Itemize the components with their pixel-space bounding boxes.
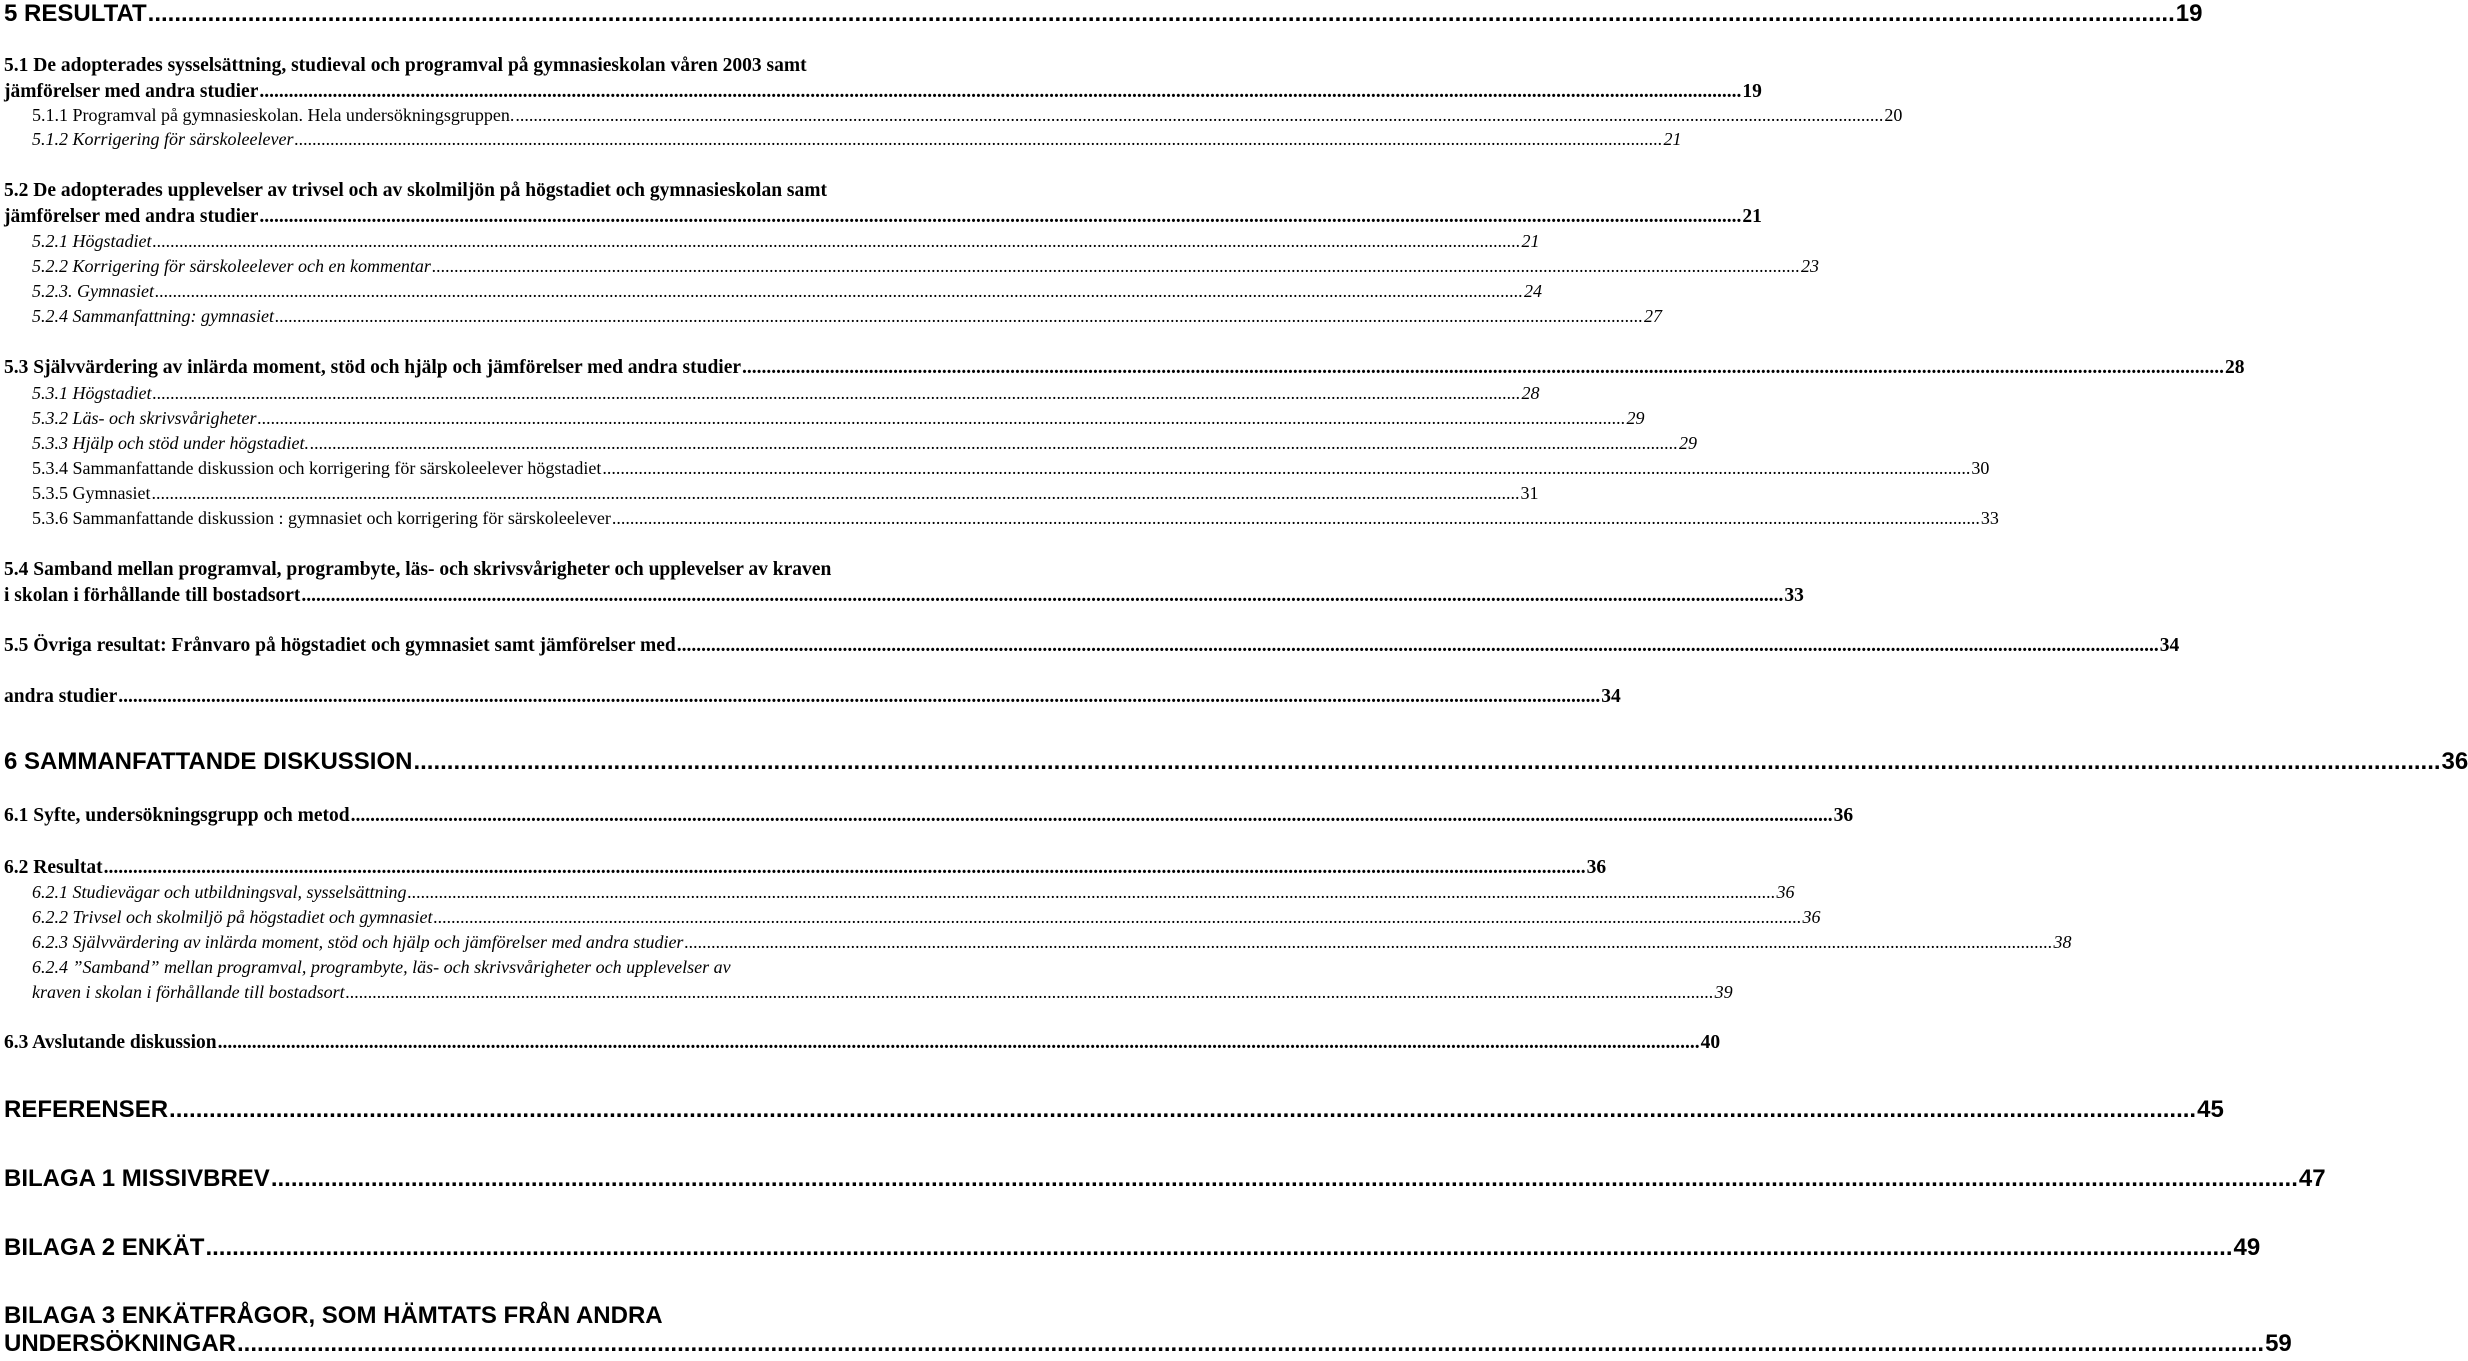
toc-entry-title-line-2: i skolan i förhållande till bostadsort xyxy=(4,585,301,606)
toc-entry-5-5-continued[interactable] xyxy=(0,684,1621,710)
toc-page-number: 47 xyxy=(2298,1165,2326,1192)
toc-leader-dots xyxy=(104,855,1586,881)
toc-leader-dots xyxy=(515,103,1883,128)
toc-entry-5-2-4[interactable] xyxy=(0,304,1662,329)
toc-page-number: 27 xyxy=(1643,306,1662,326)
toc-entry-title: 6 SAMMANFATTANDE DISKUSSION xyxy=(4,748,413,775)
toc-entry-title-line-1: 6.2.4 ”Samband” mellan programval, programbyte, läs- och skrivsvårigheter och upplevelser av xyxy=(32,957,731,977)
toc-leader-dots xyxy=(155,279,1523,304)
toc-entry-title: 5.3 Självvärdering av inlärda moment, stöd och hjälp och jämförelser med andra studier xyxy=(4,357,742,378)
toc-entry-title: 6.3 Avslutande diskussion xyxy=(4,1032,217,1053)
toc-entry-5-4[interactable] xyxy=(0,557,1804,609)
toc-entry-6-2[interactable] xyxy=(0,855,1607,881)
toc-leader-dots xyxy=(148,0,2175,28)
toc-page-number: 36 xyxy=(1586,857,1607,878)
toc-leader-dots xyxy=(432,254,1800,279)
toc-entry-5-5[interactable] xyxy=(0,633,2180,659)
toc-entry-6-1[interactable] xyxy=(0,803,1854,829)
toc-entry-5-3-6[interactable] xyxy=(0,506,1999,531)
toc-entry-5-3-4[interactable] xyxy=(0,456,1990,481)
toc-entry-title: 5.2.3. Gymnasiet xyxy=(32,281,154,301)
toc-entry-5-3-3[interactable] xyxy=(0,431,1697,456)
toc-entry-5-1[interactable] xyxy=(0,53,1762,105)
toc-leader-dots xyxy=(433,905,1801,930)
toc-entry-title: 6.2.3 Självvärdering av inlärda moment, stöd och hjälp och jämförelser med andra studier xyxy=(32,932,684,952)
toc-page-number: 40 xyxy=(1700,1032,1721,1053)
toc-entry-bilaga-2[interactable] xyxy=(0,1234,2261,1262)
toc-page-number: 36 xyxy=(2441,748,2468,775)
toc-entry-5-3[interactable] xyxy=(0,355,2245,381)
toc-entry-title: 5.2.4 Sammanfattning: gymnasiet xyxy=(32,306,274,326)
toc-entry-title: 5.3.5 Gymnasiet xyxy=(32,483,151,503)
toc-entry-5-2-2[interactable] xyxy=(0,254,1819,279)
toc-entry-title-line-2: jämförelser med andra studier xyxy=(4,81,259,102)
toc-leader-dots xyxy=(684,930,2052,955)
toc-entry-title: 5.5 Övriga resultat: Frånvaro på högstadiet och gymnasiet samt jämförelser med xyxy=(4,635,676,656)
toc-leader-dots xyxy=(259,204,1741,230)
toc-entry-5-2-3[interactable] xyxy=(0,279,1542,304)
toc-leader-dots xyxy=(218,1030,1700,1056)
toc-page-number: 20 xyxy=(1884,105,1903,125)
toc-leader-dots xyxy=(259,79,1741,105)
toc-leader-dots xyxy=(257,406,1625,431)
toc-entry-title: 5.1.1 Programval på gymnasieskolan. Hela undersökningsgruppen. xyxy=(32,105,515,125)
toc-page-number: 19 xyxy=(1742,81,1762,102)
toc-leader-dots xyxy=(153,381,1521,406)
toc-page-number: 39 xyxy=(1714,981,1733,1002)
toc-entry-6-2-2[interactable] xyxy=(0,905,1821,930)
toc-entry-title: 5.3.3 Hjälp och stöd under högstadiet. xyxy=(32,433,309,453)
toc-page-number: 33 xyxy=(1784,585,1804,606)
toc-leader-dots xyxy=(346,980,1714,1005)
toc-entry-5-2[interactable] xyxy=(0,178,1762,230)
toc-entry-5-3-2[interactable] xyxy=(0,406,1645,431)
toc-entry-6-3[interactable] xyxy=(0,1030,1721,1056)
toc-page-number: 29 xyxy=(1679,433,1697,453)
toc-entry-title-line-1: BILAGA 3 ENKÄTFRÅGOR, SOM HÄMTATS FRÅN ANDRA xyxy=(4,1302,663,1329)
toc-page-number: 23 xyxy=(1800,256,1819,276)
toc-entry-title: BILAGA 2 ENKÄT xyxy=(4,1234,205,1261)
toc-entry-title: REFERENSER xyxy=(4,1096,169,1123)
toc-page-number: 28 xyxy=(1521,383,1540,403)
toc-entry-6-2-3[interactable] xyxy=(0,930,2072,955)
toc-leader-dots xyxy=(118,684,1600,710)
toc-leader-dots xyxy=(407,880,1775,905)
toc-leader-dots xyxy=(413,748,2440,776)
toc-page-number: 31 xyxy=(1520,483,1539,503)
toc-leader-dots xyxy=(602,456,1970,481)
toc-page-number: 21 xyxy=(1663,129,1682,149)
toc-entry-title: 5.3.1 Högstadiet xyxy=(32,383,152,403)
toc-entry-5-3-1[interactable] xyxy=(0,381,1540,406)
toc-page-number: 21 xyxy=(1521,231,1540,251)
toc-leader-dots xyxy=(275,304,1643,329)
toc-page-number: 24 xyxy=(1523,281,1542,301)
toc-entry-5[interactable] xyxy=(0,0,2203,28)
toc-entry-title: 6.2.2 Trivsel och skolmiljö på högstadiet och gymnasiet xyxy=(32,907,433,927)
toc-entry-title: 5.3.4 Sammanfattande diskussion och korrigering för särskoleelever högstadiet xyxy=(32,458,602,478)
toc-page-number: 34 xyxy=(2159,635,2180,656)
toc-leader-dots xyxy=(294,127,1662,152)
toc-page-number: 45 xyxy=(2197,1096,2224,1123)
toc-entry-title: BILAGA 1 MISSIVBREV xyxy=(4,1165,270,1192)
toc-entry-title: 5.2.1 Högstadiet xyxy=(32,231,152,251)
toc-leader-dots xyxy=(169,1096,2196,1124)
toc-entry-5-2-1[interactable] xyxy=(0,229,1540,254)
toc-leader-dots xyxy=(351,803,1833,829)
toc-leader-dots xyxy=(301,583,1783,609)
toc-entry-title: andra studier xyxy=(4,686,118,707)
toc-entry-title: 5.3.6 Sammanfattande diskussion : gymnasiet och korrigering för särskoleelever xyxy=(32,508,611,528)
toc-page-number: 59 xyxy=(2265,1330,2292,1357)
toc-page-number: 34 xyxy=(1601,686,1621,707)
toc-entry-title-line-2: UNDERSÖKNINGAR xyxy=(4,1330,237,1357)
toc-entry-title: 5.3.2 Läs- och skrivsvårigheter xyxy=(32,408,257,428)
toc-entry-5-1-1[interactable] xyxy=(0,103,1903,128)
toc-entry-referenser[interactable] xyxy=(0,1096,2224,1124)
toc-page-number: 30 xyxy=(1971,458,1990,478)
toc-page-number: 38 xyxy=(2053,932,2072,952)
toc-entry-6-2-4[interactable] xyxy=(0,955,1733,1004)
toc-entry-title: 5 RESULTAT xyxy=(4,0,147,27)
toc-leader-dots xyxy=(612,506,1980,531)
toc-page-number: 28 xyxy=(2225,357,2245,378)
toc-leader-dots xyxy=(205,1234,2232,1262)
toc-leader-dots xyxy=(677,633,2159,659)
toc-entry-5-3-5[interactable] xyxy=(0,481,1539,506)
toc-page-number: 49 xyxy=(2233,1234,2261,1261)
toc-entry-6-2-1[interactable] xyxy=(0,880,1795,905)
toc-page-number: 36 xyxy=(1833,805,1854,826)
toc-entry-bilaga-3[interactable] xyxy=(0,1302,2292,1358)
toc-page-number: 36 xyxy=(1776,882,1795,902)
toc-leader-dots xyxy=(742,355,2224,381)
toc-leader-dots xyxy=(271,1165,2298,1193)
toc-entry-title: 6.2 Resultat xyxy=(4,857,103,878)
toc-entry-5-1-2[interactable] xyxy=(0,127,1682,152)
toc-entry-title: 6.1 Syfte, undersökningsgrupp och metod xyxy=(4,805,350,826)
toc-page-number: 19 xyxy=(2175,0,2203,27)
toc-entry-title-line-1: 5.1 De adopterades sysselsättning, studieval och programval på gymnasieskolan våren 2003 samt xyxy=(4,55,807,76)
toc-entry-6[interactable] xyxy=(0,748,2468,776)
toc-page-number: 36 xyxy=(1802,907,1821,927)
toc-entry-title-line-2: kraven i skolan i förhållande till bostadsort xyxy=(32,981,345,1002)
toc-page-number: 29 xyxy=(1626,408,1645,428)
toc-leader-dots xyxy=(310,431,1678,456)
toc-page-number: 21 xyxy=(1742,206,1762,227)
toc-entry-title-line-2: jämförelser med andra studier xyxy=(4,206,259,227)
toc-entry-title: 6.2.1 Studievägar och utbildningsval, sysselsättning xyxy=(32,882,407,902)
toc-leader-dots xyxy=(153,229,1521,254)
toc-leader-dots xyxy=(237,1330,2264,1358)
toc-entry-title: 5.1.2 Korrigering för särskoleelever xyxy=(32,129,294,149)
toc-entry-bilaga-1[interactable] xyxy=(0,1165,2326,1193)
toc-entry-title: 5.2.2 Korrigering för särskoleelever och en kommentar xyxy=(32,256,431,276)
toc-entry-title-line-1: 5.4 Samband mellan programval, programbyte, läs- och skrivsvårigheter och upplevelser av kraven xyxy=(4,559,832,580)
toc-page-number: 33 xyxy=(1980,508,1999,528)
toc-entry-title-line-1: 5.2 De adopterades upplevelser av trivsel och av skolmiljön på högstadiet och gymnasieskolan samt xyxy=(4,180,827,201)
toc-leader-dots xyxy=(152,481,1520,506)
